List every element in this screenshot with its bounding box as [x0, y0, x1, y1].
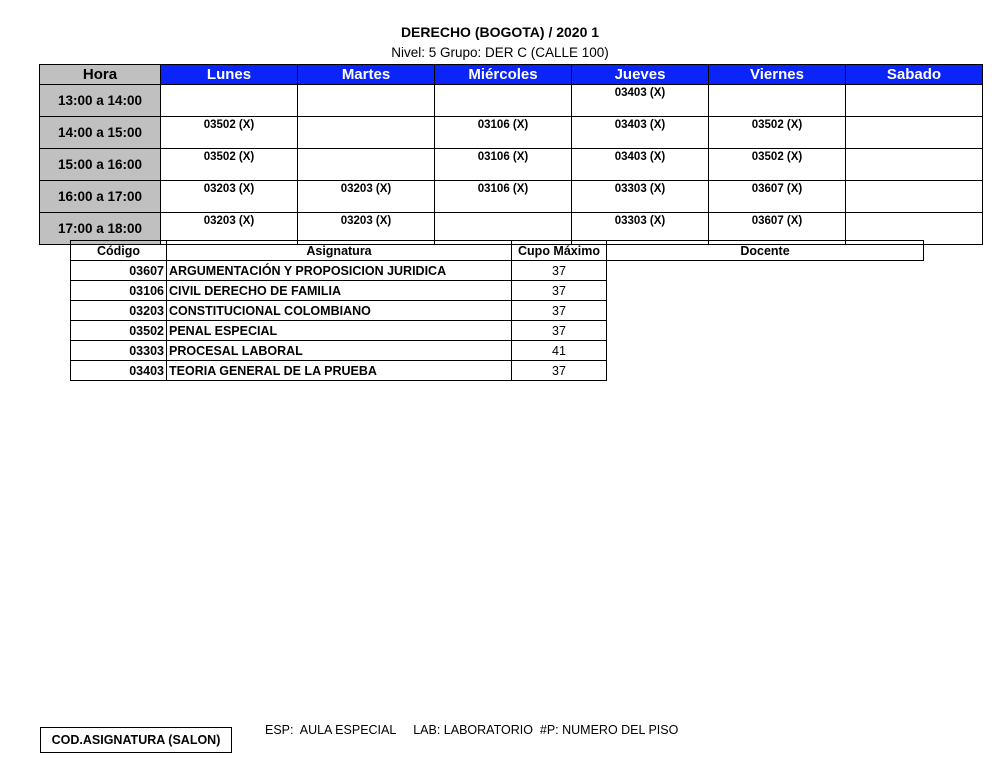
- schedule-cell-viernes: 03502 (X): [709, 149, 846, 181]
- time-slot: 15:00 a 16:00: [40, 149, 161, 181]
- hora-header: Hora: [40, 65, 161, 85]
- subject-docente: [607, 281, 924, 301]
- schedule-cell-jueves: 03403 (X): [572, 149, 709, 181]
- schedule-cell-lunes: 03502 (X): [161, 117, 298, 149]
- schedule-row: [40, 85, 983, 117]
- schedule-cell-lunes: 03502 (X): [161, 149, 298, 181]
- subject-cupo: 37: [512, 261, 607, 281]
- schedule-cell-sabado: [846, 85, 983, 117]
- day-header-viernes: Viernes: [709, 65, 846, 85]
- codigo-header: Código: [71, 241, 167, 261]
- schedule-header-row: [40, 65, 983, 85]
- schedule-row: [40, 181, 983, 213]
- schedule-cell-sabado: [846, 117, 983, 149]
- subject-docente: [607, 361, 924, 381]
- page-title: DERECHO (BOGOTA) / 2020 1: [400, 24, 600, 40]
- subject-name: TEORIA GENERAL DE LA PRUEBA: [167, 361, 512, 381]
- subject-name: PENAL ESPECIAL: [167, 321, 512, 341]
- subject-name: CONSTITUCIONAL COLOMBIANO: [167, 301, 512, 321]
- schedule-cell-lunes: [161, 85, 298, 117]
- subjects-table: [70, 240, 924, 381]
- subject-docente: [607, 321, 924, 341]
- table-row: [71, 281, 924, 301]
- schedule-cell-jueves: 03303 (X): [572, 213, 709, 245]
- schedule-cell-sabado: [846, 181, 983, 213]
- day-header-martes: Martes: [298, 65, 435, 85]
- day-header-miercoles: Miércoles: [435, 65, 572, 85]
- schedule-cell-martes: [298, 149, 435, 181]
- subject-code: 03106: [71, 281, 167, 301]
- subject-code: 03303: [71, 341, 167, 361]
- table-row: [71, 341, 924, 361]
- schedule-cell-jueves: 03403 (X): [572, 117, 709, 149]
- schedule-cell-martes: 03203 (X): [298, 213, 435, 245]
- table-row: [71, 301, 924, 321]
- subject-code: 03502: [71, 321, 167, 341]
- schedule-cell-martes: [298, 85, 435, 117]
- time-slot: 13:00 a 14:00: [40, 85, 161, 117]
- asignatura-header: Asignatura: [167, 241, 512, 261]
- page-subtitle: Nivel: 5 Grupo: DER C (CALLE 100): [391, 45, 609, 60]
- schedule-cell-miercoles: 03106 (X): [435, 181, 572, 213]
- schedule-cell-lunes: 03203 (X): [161, 181, 298, 213]
- schedule-table: [39, 64, 983, 245]
- time-slot: 16:00 a 17:00: [40, 181, 161, 213]
- subject-cupo: 37: [512, 361, 607, 381]
- schedule-cell-martes: [298, 117, 435, 149]
- schedule-cell-jueves: 03403 (X): [572, 85, 709, 117]
- schedule-row: [40, 149, 983, 181]
- docente-header: Docente: [607, 241, 924, 261]
- schedule-cell-jueves: 03303 (X): [572, 181, 709, 213]
- subject-cupo: 37: [512, 321, 607, 341]
- schedule-cell-miercoles: [435, 85, 572, 117]
- schedule-cell-sabado: [846, 149, 983, 181]
- day-header-lunes: Lunes: [161, 65, 298, 85]
- subject-code: 03403: [71, 361, 167, 381]
- legend-text: ESP: AULA ESPECIAL LAB: LABORATORIO #P: NUMERO DEL PISO: [265, 723, 679, 737]
- schedule-cell-viernes: 03607 (X): [709, 213, 846, 245]
- time-slot: 17:00 a 18:00: [40, 213, 161, 245]
- time-slot: 14:00 a 15:00: [40, 117, 161, 149]
- schedule-cell-lunes: 03203 (X): [161, 213, 298, 245]
- subjects-header-row: [71, 241, 924, 261]
- schedule-cell-viernes: [709, 85, 846, 117]
- table-row: [71, 361, 924, 381]
- schedule-row: [40, 117, 983, 149]
- subject-docente: [607, 261, 924, 281]
- subject-name: CIVIL DERECHO DE FAMILIA: [167, 281, 512, 301]
- subject-docente: [607, 301, 924, 321]
- day-header-sabado: Sabado: [846, 65, 983, 85]
- schedule-cell-martes: 03203 (X): [298, 181, 435, 213]
- schedule-cell-viernes: 03607 (X): [709, 181, 846, 213]
- subject-name: ARGUMENTACIÓN Y PROPOSICION JURIDICA: [167, 261, 512, 281]
- subject-cupo: 37: [512, 301, 607, 321]
- subject-code: 03607: [71, 261, 167, 281]
- table-row: [71, 321, 924, 341]
- subject-name: PROCESAL LABORAL: [167, 341, 512, 361]
- schedule-cell-viernes: 03502 (X): [709, 117, 846, 149]
- subject-docente: [607, 341, 924, 361]
- day-header-jueves: Jueves: [572, 65, 709, 85]
- schedule-cell-miercoles: 03106 (X): [435, 149, 572, 181]
- subject-cupo: 41: [512, 341, 607, 361]
- table-row: [71, 261, 924, 281]
- legend-box: COD.ASIGNATURA (SALON): [40, 727, 232, 753]
- subject-code: 03203: [71, 301, 167, 321]
- schedule-cell-miercoles: 03106 (X): [435, 117, 572, 149]
- cupo-header: Cupo Máximo: [512, 241, 607, 261]
- subject-cupo: 37: [512, 281, 607, 301]
